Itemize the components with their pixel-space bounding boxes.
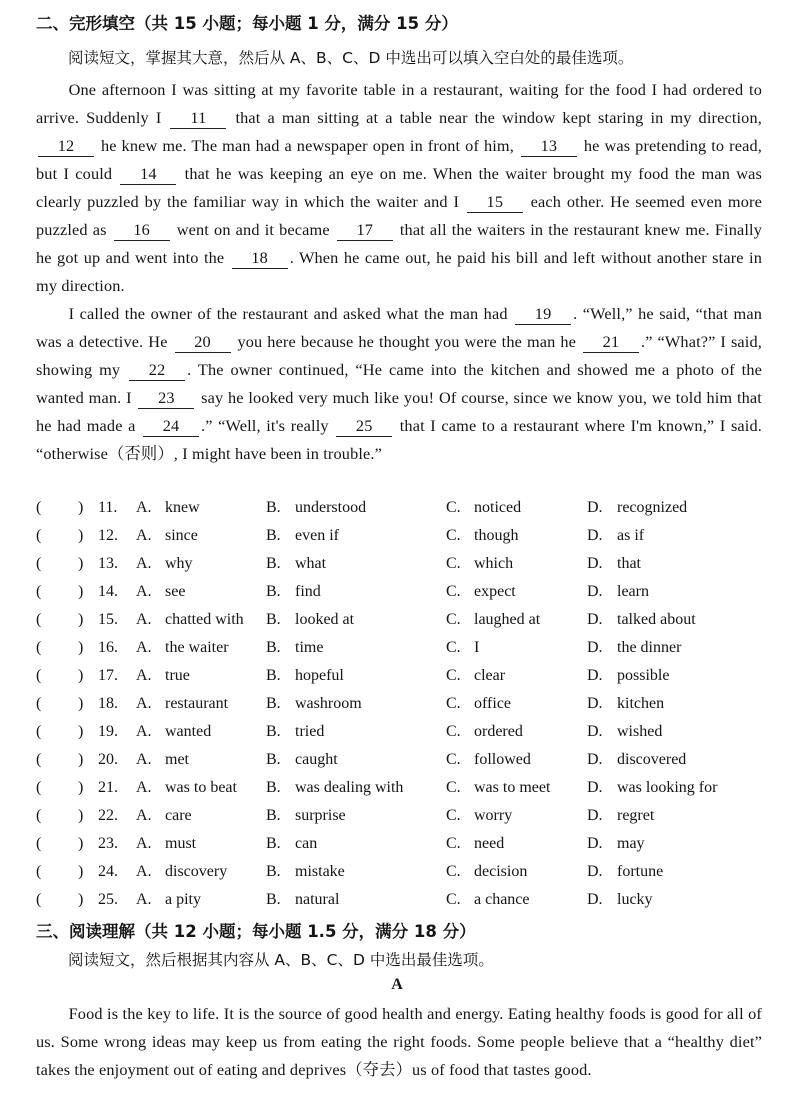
question-row: [36, 579, 762, 607]
option-c[interactable]: was to meet: [474, 779, 551, 796]
answer-paren-close: ): [78, 807, 84, 824]
option-a[interactable]: was to beat: [165, 779, 237, 796]
question-row: [36, 859, 762, 887]
question-row: [36, 523, 762, 551]
blank-20[interactable]: 20: [175, 332, 231, 353]
answer-paren-open[interactable]: (: [36, 807, 42, 824]
question-number: 18.: [98, 695, 118, 712]
option-letter-b: B.: [266, 527, 281, 544]
option-c[interactable]: expect: [474, 583, 516, 600]
option-letter-d: D.: [587, 667, 603, 684]
blank-25[interactable]: 25: [336, 416, 392, 437]
blank-13[interactable]: 13: [521, 136, 577, 157]
answer-paren-open[interactable]: (: [36, 891, 42, 908]
option-letter-d: D.: [587, 583, 603, 600]
blank-24[interactable]: 24: [143, 416, 199, 437]
option-d[interactable]: regret: [617, 807, 655, 824]
option-a[interactable]: must: [165, 835, 197, 852]
option-d[interactable]: may: [617, 835, 645, 852]
question-row: [36, 635, 762, 663]
passage-text: he knew me. The man had a newspaper open in front of him,: [96, 136, 519, 155]
question-number: 25.: [98, 891, 118, 908]
option-c[interactable]: though: [474, 527, 519, 544]
blank-22[interactable]: 22: [129, 360, 185, 381]
option-letter-a: A.: [136, 891, 152, 908]
passage-text: One afternoon I was sitting at my favorite table in a restaurant, waiting for the food I had ordered to arrive. Suddenly I: [36, 80, 762, 127]
question-number: 24.: [98, 863, 118, 880]
option-letter-b: B.: [266, 807, 281, 824]
option-b[interactable]: mistake: [295, 863, 345, 880]
answer-paren-close: ): [78, 499, 84, 516]
passage-text: that a man sitting at a table near the window kept staring in my direction,: [228, 108, 762, 127]
option-b[interactable]: can: [295, 835, 318, 852]
option-a[interactable]: chatted with: [165, 611, 244, 628]
option-c[interactable]: which: [474, 555, 514, 572]
option-d[interactable]: was looking for: [617, 779, 718, 796]
question-row: [36, 551, 762, 579]
answer-paren-close: ): [78, 751, 84, 768]
answer-paren-open[interactable]: (: [36, 555, 42, 572]
option-letter-c: C.: [446, 639, 461, 656]
option-b[interactable]: what: [295, 555, 327, 572]
question-row: [36, 887, 762, 915]
option-letter-a: A.: [136, 667, 152, 684]
option-letter-b: B.: [266, 583, 281, 600]
blank-18[interactable]: 18: [232, 248, 288, 269]
question-row: [36, 607, 762, 635]
option-letter-a: A.: [136, 835, 152, 852]
option-c[interactable]: laughed at: [474, 611, 541, 628]
option-letter-c: C.: [446, 751, 461, 768]
answer-paren-close: ): [78, 695, 84, 712]
blank-23[interactable]: 23: [138, 388, 194, 409]
question-number: 13.: [98, 555, 118, 572]
option-letter-b: B.: [266, 555, 281, 572]
option-letter-d: D.: [587, 527, 603, 544]
question-row: [36, 747, 762, 775]
blank-15[interactable]: 15: [467, 192, 523, 213]
option-letter-d: D.: [587, 499, 603, 516]
option-c[interactable]: ordered: [474, 723, 523, 740]
question-row: [36, 691, 762, 719]
question-number: 20.: [98, 751, 118, 768]
answer-paren-open[interactable]: (: [36, 667, 42, 684]
option-b[interactable]: looked at: [295, 611, 355, 628]
option-a[interactable]: a pity: [165, 891, 201, 908]
option-letter-d: D.: [587, 695, 603, 712]
option-b[interactable]: was dealing with: [295, 779, 404, 796]
option-c[interactable]: office: [474, 695, 512, 712]
question-number: 17.: [98, 667, 118, 684]
blank-21[interactable]: 21: [583, 332, 639, 353]
option-a[interactable]: knew: [165, 499, 200, 516]
passage-paragraph-2: [36, 300, 762, 468]
option-b[interactable]: find: [295, 583, 321, 600]
question-number: 12.: [98, 527, 118, 544]
option-a[interactable]: why: [165, 555, 193, 572]
option-letter-d: D.: [587, 863, 603, 880]
option-letter-d: D.: [587, 835, 603, 852]
option-c[interactable]: I: [474, 639, 480, 656]
option-c[interactable]: decision: [474, 863, 528, 880]
option-letter-c: C.: [446, 583, 461, 600]
answer-paren-open[interactable]: (: [36, 751, 42, 768]
answer-paren-close: ): [78, 639, 84, 656]
passage-text: .” “What?” I said, showing my: [36, 332, 762, 379]
option-c[interactable]: clear: [474, 667, 506, 684]
cloze-passage: [36, 76, 762, 468]
passage-text: .” “Well, it's really: [201, 416, 335, 435]
option-d[interactable]: fortune: [617, 863, 664, 880]
option-letter-d: D.: [587, 751, 603, 768]
question-row: [36, 495, 762, 523]
answer-paren-open[interactable]: (: [36, 863, 42, 880]
option-letter-d: D.: [587, 807, 603, 824]
option-d[interactable]: kitchen: [617, 695, 665, 712]
option-d[interactable]: as if: [617, 527, 645, 544]
option-b[interactable]: time: [295, 639, 324, 656]
section3-title: 三、阅读理解（共 12 小题；每小题 1.5 分，满分 18 分）: [36, 922, 476, 941]
option-d[interactable]: learn: [617, 583, 649, 600]
option-letter-a: A.: [136, 527, 152, 544]
option-letter-a: A.: [136, 611, 152, 628]
reading-paragraph: Food is the key to life. It is the source of good health and energy. Eating healthy foods is good for all of us. Some wrong ideas may keep us from eating the right foods. Some people believe that a “healthy diet” takes the enjoyment out of eating and deprives（夺去）us of food that tastes good.: [36, 1004, 762, 1079]
blank-16[interactable]: 16: [114, 220, 170, 241]
option-d[interactable]: recognized: [617, 499, 688, 516]
option-b[interactable]: natural: [295, 891, 340, 908]
option-letter-b: B.: [266, 751, 281, 768]
question-number: 11.: [98, 499, 118, 516]
section2-title: 二、完形填空（共 15 小题；每小题 1 分，满分 15 分）: [36, 14, 458, 33]
option-b[interactable]: caught: [295, 751, 338, 768]
passage-text: he was pretending to read, but I could: [36, 136, 762, 183]
answer-paren-close: ): [78, 891, 84, 908]
answer-paren-open[interactable]: (: [36, 779, 42, 796]
option-letter-c: C.: [446, 667, 461, 684]
option-letter-b: B.: [266, 723, 281, 740]
passage-text: say he looked very much like you! Of course, since we know you, we told him that he had made a: [36, 388, 762, 435]
passage-text: that he was keeping an eye on me. When the waiter brought my food the man was clearly puzzled by the familiar way in which the waiter and I: [36, 164, 762, 211]
option-letter-b: B.: [266, 779, 281, 796]
blank-17[interactable]: 17: [337, 220, 393, 241]
option-c[interactable]: worry: [474, 807, 513, 824]
option-a[interactable]: discovery: [165, 863, 228, 880]
answer-paren-open[interactable]: (: [36, 695, 42, 712]
passage-text: that all the waiters in the restaurant knew me. Finally he got up and went into the: [36, 220, 763, 267]
answer-paren-close: ): [78, 611, 84, 628]
answer-paren-close: ): [78, 779, 84, 796]
option-letter-a: A.: [136, 695, 152, 712]
option-letter-b: B.: [266, 835, 281, 852]
answer-paren-close: ): [78, 863, 84, 880]
reading-passage: [36, 1000, 762, 1084]
option-letter-b: B.: [266, 863, 281, 880]
passage-text: . When he came out, he paid his bill and left without another stare in my direction.: [36, 248, 762, 295]
option-letter-d: D.: [587, 891, 603, 908]
option-letter-b: B.: [266, 891, 281, 908]
option-letter-c: C.: [446, 611, 461, 628]
option-d[interactable]: possible: [617, 667, 670, 684]
option-letter-a: A.: [136, 863, 152, 880]
option-d[interactable]: talked about: [617, 611, 696, 628]
option-b[interactable]: surprise: [295, 807, 346, 824]
option-a[interactable]: true: [165, 667, 190, 684]
option-b[interactable]: hopeful: [295, 667, 344, 684]
question-row: [36, 775, 762, 803]
option-a[interactable]: met: [165, 751, 189, 768]
question-number: 16.: [98, 639, 118, 656]
question-number: 23.: [98, 835, 118, 852]
answer-paren-open[interactable]: (: [36, 527, 42, 544]
blank-19[interactable]: 19: [515, 304, 571, 325]
option-a[interactable]: the waiter: [165, 639, 229, 656]
option-a[interactable]: restaurant: [165, 695, 229, 712]
option-letter-a: A.: [136, 639, 152, 656]
answer-paren-close: ): [78, 527, 84, 544]
option-d[interactable]: lucky: [617, 891, 653, 908]
option-letter-c: C.: [446, 723, 461, 740]
option-letter-c: C.: [446, 555, 461, 572]
question-number: 14.: [98, 583, 118, 600]
option-b[interactable]: understood: [295, 499, 367, 516]
option-b[interactable]: washroom: [295, 695, 362, 712]
answer-paren-open[interactable]: (: [36, 835, 42, 852]
option-letter-d: D.: [587, 723, 603, 740]
answer-paren-close: ): [78, 667, 84, 684]
option-letter-a: A.: [136, 555, 152, 572]
option-b[interactable]: tried: [295, 723, 325, 740]
blank-12[interactable]: 12: [38, 136, 94, 157]
passage-paragraph-1: [36, 76, 762, 300]
passage-text: that I came to a restaurant where I'm known,” I said. “otherwise（否则）, I might have been in trouble.”: [36, 416, 762, 463]
option-a[interactable]: see: [165, 583, 186, 600]
option-letter-c: C.: [446, 779, 461, 796]
option-d[interactable]: the dinner: [617, 639, 682, 656]
option-a[interactable]: care: [165, 807, 192, 824]
option-letter-c: C.: [446, 527, 461, 544]
section3-instruction: 阅读短文，然后根据其内容从 A、B、C、D 中选出最佳选项。: [68, 951, 494, 969]
option-letter-a: A.: [136, 583, 152, 600]
option-a[interactable]: wanted: [165, 723, 212, 740]
option-letter-a: A.: [136, 751, 152, 768]
answer-paren-open[interactable]: (: [36, 723, 42, 740]
question-number: 21.: [98, 779, 118, 796]
option-letter-a: A.: [136, 779, 152, 796]
option-letter-a: A.: [136, 723, 152, 740]
question-number: 19.: [98, 723, 118, 740]
section2-instruction: 阅读短文，掌握其大意，然后从 A、B、C、D 中选出可以填入空白处的最佳选项。: [68, 49, 634, 67]
option-letter-b: B.: [266, 639, 281, 656]
option-c[interactable]: a chance: [474, 891, 530, 908]
option-c[interactable]: noticed: [474, 499, 522, 516]
option-letter-b: B.: [266, 667, 281, 684]
passage-text: you here because he thought you were the man he: [232, 332, 581, 351]
option-c[interactable]: need: [474, 835, 505, 852]
part-label: A: [391, 976, 403, 993]
answer-paren-open[interactable]: (: [36, 583, 42, 600]
option-letter-c: C.: [446, 863, 461, 880]
answer-paren-open[interactable]: (: [36, 499, 42, 516]
option-letter-c: C.: [446, 807, 461, 824]
question-number: 22.: [98, 807, 118, 824]
option-letter-d: D.: [587, 779, 603, 796]
answer-paren-close: ): [78, 723, 84, 740]
option-letter-d: D.: [587, 611, 603, 628]
option-d[interactable]: discovered: [617, 751, 687, 768]
option-letter-c: C.: [446, 695, 461, 712]
option-letter-a: A.: [136, 807, 152, 824]
blank-11[interactable]: 11: [170, 108, 226, 129]
option-letter-d: D.: [587, 555, 603, 572]
option-letter-b: B.: [266, 499, 281, 516]
passage-text: each other. He seemed even more puzzled as: [36, 192, 762, 239]
question-row: [36, 663, 762, 691]
option-letter-a: A.: [136, 499, 152, 516]
answer-paren-open[interactable]: (: [36, 611, 42, 628]
option-letter-c: C.: [446, 499, 461, 516]
option-a[interactable]: since: [165, 527, 198, 544]
option-letter-c: C.: [446, 891, 461, 908]
passage-text: I called the owner of the restaurant and asked what the man had: [68, 304, 514, 323]
passage-text: . “Well,” he said, “that man was a detective. He: [36, 304, 762, 351]
option-letter-b: B.: [266, 611, 281, 628]
option-d[interactable]: wished: [617, 723, 663, 740]
blank-14[interactable]: 14: [120, 164, 176, 185]
option-d[interactable]: that: [617, 555, 641, 572]
question-row: [36, 831, 762, 859]
answer-paren-close: ): [78, 583, 84, 600]
question-row: [36, 719, 762, 747]
passage-text: went on and it became: [171, 220, 335, 239]
option-c[interactable]: followed: [474, 751, 531, 768]
option-b[interactable]: even if: [295, 527, 339, 544]
question-row: [36, 803, 762, 831]
answer-paren-close: ): [78, 555, 84, 572]
answer-paren-close: ): [78, 835, 84, 852]
option-letter-b: B.: [266, 695, 281, 712]
option-letter-d: D.: [587, 639, 603, 656]
question-number: 15.: [98, 611, 118, 628]
passage-text: . The owner continued, “He came into the kitchen and showed me a photo of the wanted man. I: [36, 360, 762, 407]
option-letter-c: C.: [446, 835, 461, 852]
answer-paren-open[interactable]: (: [36, 639, 42, 656]
